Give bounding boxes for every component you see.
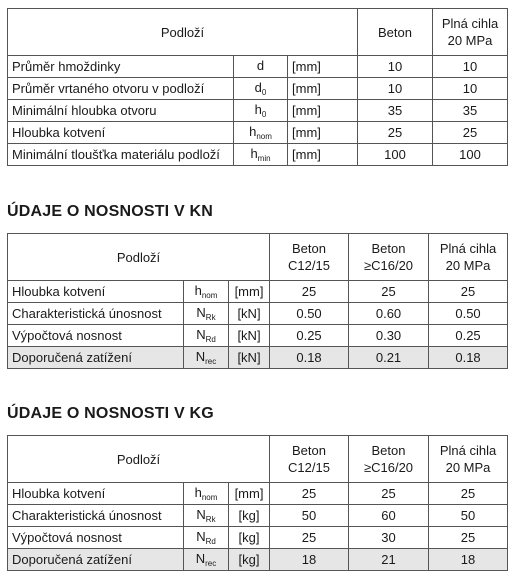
value-brick: 0.25	[429, 325, 508, 347]
header-substrate: Podloží	[8, 9, 358, 56]
row-symbol: $h_{nom}$	[184, 483, 229, 505]
value-brick: 25	[429, 483, 508, 505]
row-label: Doporučená zatížení	[8, 347, 184, 369]
table-header-row	[8, 9, 508, 56]
row-symbol: $N_{Rd}$	[184, 527, 229, 549]
row-label: Průměr hmoždinky	[8, 56, 234, 78]
row-label: Charakteristická únosnost	[8, 505, 184, 527]
value-brick: 0.18	[429, 347, 508, 369]
value-c16: 21	[349, 549, 429, 571]
header-solid-brick: Plná cihla 20 MPa	[429, 234, 508, 281]
header-substrate: Podloží	[8, 436, 270, 483]
table-row	[8, 505, 508, 527]
table-row	[8, 78, 508, 100]
row-label: Hloubka kotvení	[8, 483, 184, 505]
row-unit: [mm]	[288, 56, 358, 78]
row-label: Doporučená zatížení	[8, 549, 184, 571]
value-concrete: 100	[358, 144, 433, 166]
value-c16: 25	[349, 483, 429, 505]
header-concrete-c12: Beton C12/15	[270, 436, 349, 483]
table-row	[8, 100, 508, 122]
row-symbol: $d_0$	[234, 78, 288, 100]
row-label: Charakteristická únosnost	[8, 303, 184, 325]
header-concrete-c16: Beton ≥C16/20	[349, 436, 429, 483]
row-label: Minimální hloubka otvoru	[8, 100, 234, 122]
row-label: Výpočtová nosnost	[8, 527, 184, 549]
value-concrete: 35	[358, 100, 433, 122]
table-header-row	[8, 234, 508, 281]
value-brick: 25	[429, 281, 508, 303]
load-capacity-kn-table	[7, 233, 508, 369]
value-brick: 25	[429, 527, 508, 549]
row-unit: [mm]	[229, 483, 270, 505]
row-label: Minimální tloušťka materiálu podloží	[8, 144, 234, 166]
value-c12: 25	[270, 527, 349, 549]
table-row	[8, 483, 508, 505]
section-title-kn: ÚDAJE O NOSNOSTI V KN	[7, 203, 214, 220]
table-row-recommended	[8, 347, 508, 369]
row-symbol: $h_{nom}$	[184, 281, 229, 303]
row-symbol: $N_{Rk}$	[184, 303, 229, 325]
header-solid-brick: Plná cihla 20 MPa	[429, 436, 508, 483]
row-unit: [kN]	[229, 347, 270, 369]
row-symbol: d	[234, 56, 288, 78]
value-brick: 50	[429, 505, 508, 527]
table-row	[8, 281, 508, 303]
value-brick: 18	[429, 549, 508, 571]
table-row	[8, 527, 508, 549]
value-c16: 0.30	[349, 325, 429, 347]
row-label: Výpočtová nosnost	[8, 325, 184, 347]
header-concrete: Beton	[358, 9, 433, 56]
value-brick: 0.50	[429, 303, 508, 325]
load-capacity-kg-table	[7, 435, 508, 571]
value-brick: 100	[433, 144, 508, 166]
table-row	[8, 122, 508, 144]
section-title-kg: ÚDAJE O NOSNOSTI V KG	[7, 405, 214, 422]
header-concrete-c12: Beton C12/15	[270, 234, 349, 281]
row-unit: [mm]	[288, 122, 358, 144]
table-row	[8, 303, 508, 325]
substrate-parameters-table	[7, 8, 508, 166]
row-symbol: $h_{min}$	[234, 144, 288, 166]
value-c12: 18	[270, 549, 349, 571]
value-c12: 0.18	[270, 347, 349, 369]
value-c12: 25	[270, 281, 349, 303]
table-row	[8, 325, 508, 347]
value-c16: 0.21	[349, 347, 429, 369]
table-row-recommended	[8, 549, 508, 571]
header-solid-brick: Plná cihla 20 MPa	[433, 9, 508, 56]
value-c12: 25	[270, 483, 349, 505]
row-symbol: $h_0$	[234, 100, 288, 122]
row-unit: [kg]	[229, 505, 270, 527]
value-c12: 0.25	[270, 325, 349, 347]
row-symbol: $h_{nom}$	[234, 122, 288, 144]
row-label: Průměr vrtaného otvoru v podloží	[8, 78, 234, 100]
value-c12: 50	[270, 505, 349, 527]
row-unit: [mm]	[288, 144, 358, 166]
value-c12: 0.50	[270, 303, 349, 325]
row-unit: [kN]	[229, 303, 270, 325]
table-row	[8, 56, 508, 78]
value-concrete: 10	[358, 56, 433, 78]
row-unit: [kg]	[229, 527, 270, 549]
value-c16: 60	[349, 505, 429, 527]
header-substrate: Podloží	[8, 234, 270, 281]
row-unit: [mm]	[229, 281, 270, 303]
row-label: Hloubka kotvení	[8, 122, 234, 144]
header-concrete-c16: Beton ≥C16/20	[349, 234, 429, 281]
row-symbol: $N_{Rk}$	[184, 505, 229, 527]
row-unit: [kg]	[229, 549, 270, 571]
row-symbol: $N_{rec}$	[184, 347, 229, 369]
value-concrete: 10	[358, 78, 433, 100]
row-symbol: $N_{rec}$	[184, 549, 229, 571]
row-symbol: $N_{Rd}$	[184, 325, 229, 347]
value-c16: 25	[349, 281, 429, 303]
value-c16: 30	[349, 527, 429, 549]
value-brick: 10	[433, 78, 508, 100]
value-brick: 25	[433, 122, 508, 144]
row-unit: [mm]	[288, 78, 358, 100]
value-brick: 35	[433, 100, 508, 122]
row-unit: [mm]	[288, 100, 358, 122]
value-c16: 0.60	[349, 303, 429, 325]
table-header-row	[8, 436, 508, 483]
value-concrete: 25	[358, 122, 433, 144]
row-unit: [kN]	[229, 325, 270, 347]
table-row	[8, 144, 508, 166]
row-label: Hloubka kotvení	[8, 281, 184, 303]
value-brick: 10	[433, 56, 508, 78]
